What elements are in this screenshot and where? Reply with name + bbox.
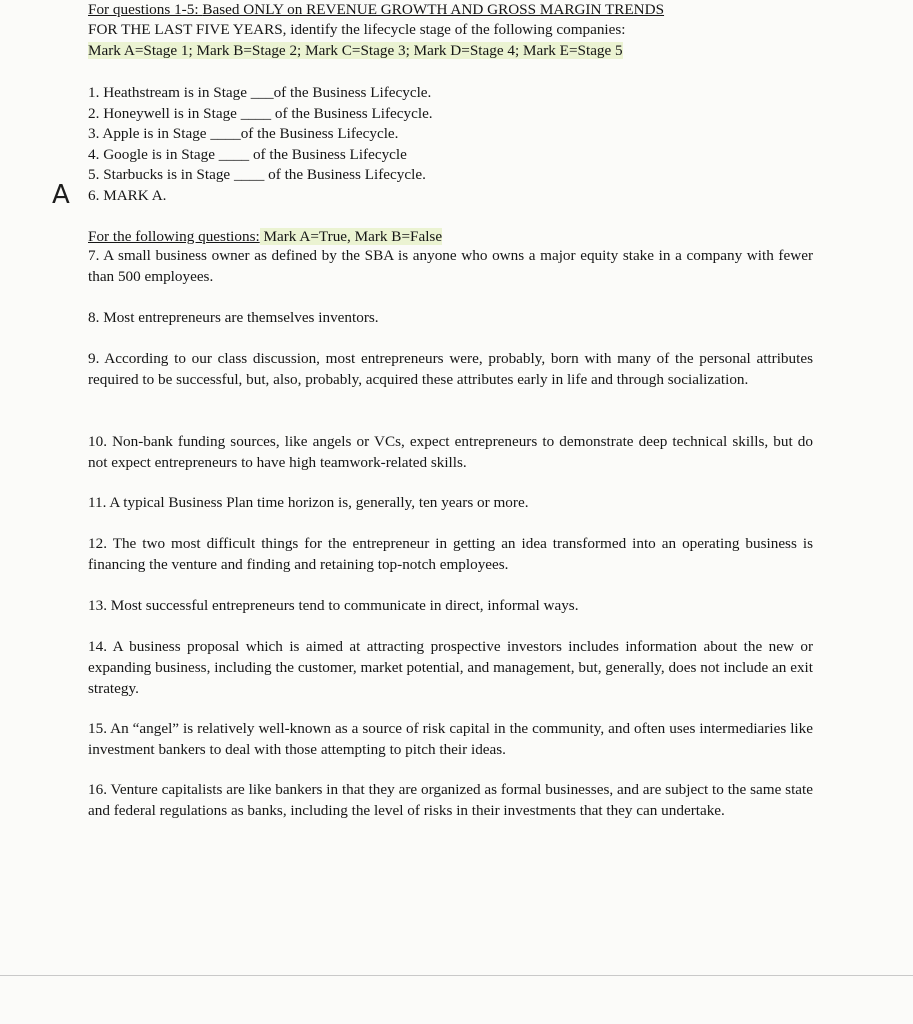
question-14: 14. A business proposal which is aimed at attracting prospective investors includes information about the new or expanding business, including the customer, market potential, and management, but, generally, does not include an exit strategy.	[88, 638, 813, 697]
question-9: 9. According to our class discussion, most entrepreneurs were, probably, born with many of the personal attributes required to be successful, but, also, probably, acquired these attributes early in life and through socialization.	[88, 350, 813, 388]
question-2: 2. Honeywell is in Stage ____ of the Business Lifecycle.	[88, 105, 433, 122]
question-10: 10. Non-bank funding sources, like angels or VCs, expect entrepreneurs to demonstrate deep technical skills, but do not expect entrepreneurs to have high teamwork-related skills.	[88, 433, 813, 471]
question-16: 16. Venture capitalists are like bankers in that they are organized as formal businesses, and are subject to the same state and federal regulations as banks, including the level of risks in their investments that they can undertake.	[88, 781, 813, 819]
header-line-2: FOR THE LAST FIVE YEARS, identify the lifecycle stage of the following companies:	[88, 21, 626, 38]
header-title: Based ONLY on REVENUE GROWTH AND GROSS MARGIN TRENDS	[202, 1, 665, 18]
page-bottom-divider	[0, 975, 913, 976]
question-1: 1. Heathstream is in Stage ___of the Business Lifecycle.	[88, 84, 432, 101]
question-5: 5. Starbucks is in Stage ____ of the Business Lifecycle.	[88, 166, 426, 183]
question-7: 7. A small business owner as defined by the SBA is anyone who owns a major equity stake in a company with fewer than 500 employees.	[88, 247, 813, 285]
question-3: 3. Apple is in Stage ____of the Business Lifecycle.	[88, 125, 399, 142]
header-prefix: For questions 1-5:	[88, 1, 203, 18]
question-11: 11. A typical Business Plan time horizon is, generally, ten years or more.	[88, 494, 529, 511]
question-4: 4. Google is in Stage ____ of the Business Lifecycle	[88, 146, 407, 163]
question-15: 15. An “angel” is relatively well-known as a source of risk capital in the community, and often uses intermediaries like investment bankers to deal with those attempting to pitch their ideas.	[88, 720, 813, 758]
true-false-instruction: Mark A=True, Mark B=False	[259, 228, 443, 245]
question-6: 6. MARK A.	[88, 187, 167, 204]
question-8: 8. Most entrepreneurs are themselves inventors.	[88, 309, 379, 326]
true-false-label: For the following questions:	[88, 228, 260, 245]
handwritten-answer-mark: A	[52, 180, 70, 210]
true-false-header	[88, 227, 442, 247]
header-line-3	[88, 41, 623, 61]
question-13: 13. Most successful entrepreneurs tend to communicate in direct, informal ways.	[88, 597, 579, 614]
question-12: 12. The two most difficult things for the entrepreneur in getting an idea transformed into an operating business is financing the venture and finding and retaining top-notch employees.	[88, 535, 813, 573]
stage-legend: Mark A=Stage 1; Mark B=Stage 2; Mark C=Stage 3; Mark D=Stage 4; Mark E=Stage 5	[88, 42, 623, 59]
header-line-1	[88, 0, 664, 20]
